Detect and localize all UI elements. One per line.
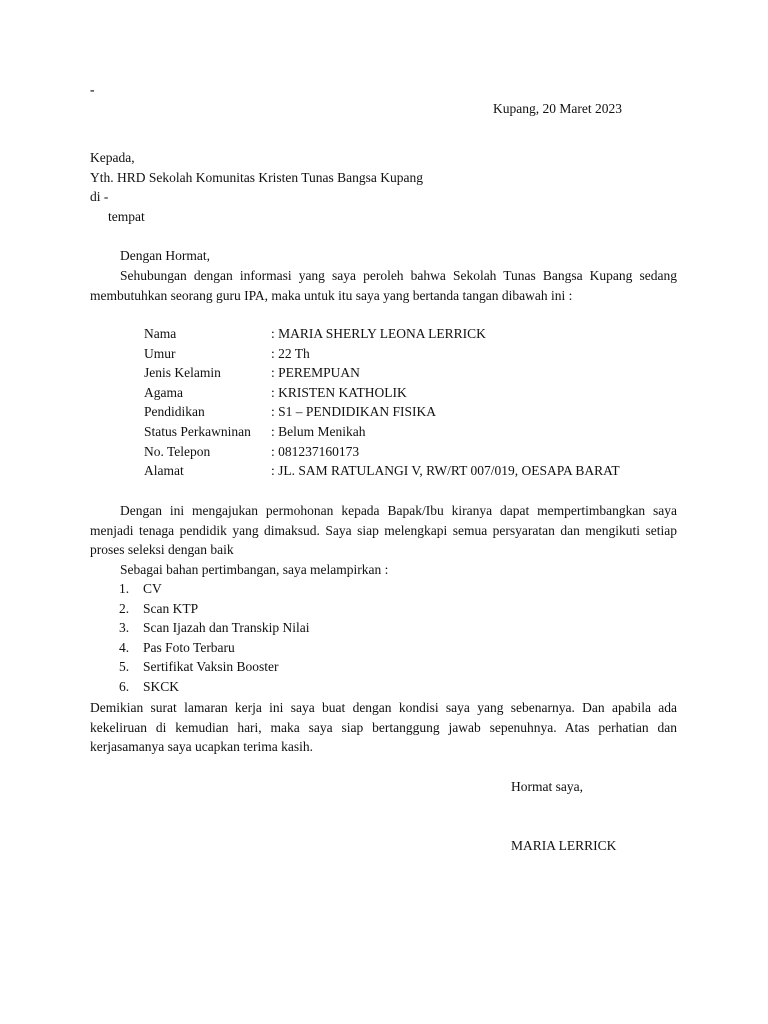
identity-value: : MARIA SHERLY LEONA LERRICK (271, 326, 486, 341)
list-item-text: SKCK (143, 678, 180, 694)
identity-label: Jenis Kelamin (144, 365, 221, 381)
list-item-number: 1. (119, 581, 130, 596)
identity-label: Pendidikan (144, 404, 205, 420)
list-item-text: Pas Foto Terbaru (143, 639, 235, 655)
identity-label: Status Perkawninan (144, 423, 251, 439)
list-item-text: Scan KTP (143, 600, 199, 616)
list-item (119, 618, 309, 638)
identity-row (144, 324, 620, 344)
recipient-location: tempat (108, 209, 145, 224)
identity-label: Agama (144, 384, 183, 400)
identity-value: : KRISTEN KATHOLIK (271, 384, 407, 400)
identity-value: : 22 Th (271, 345, 310, 361)
intro-paragraph: Sehubungan dengan informasi yang saya peroleh bahwa Sekolah Tunas Bangsa Kupang sedang membutuhkan seorang guru IPA, maka untuk itu saya yang bertanda tangan dibawah ini : (90, 268, 677, 303)
identity-value: : Belum Menikah (271, 423, 366, 439)
request-paragraph: Dengan ini mengajukan permohonan kepada Bapak/Ibu kiranya dapat mempertimbangkan saya menjadi tenaga pendidik yang dimaksud. Saya siap melengkapi semua persyaratan dan mengikuti setiap proses seleksi dengan baik (90, 503, 677, 558)
letter-date: Kupang, 20 Maret 2023 (493, 101, 622, 116)
list-item-number: 2. (119, 600, 130, 616)
list-item (119, 579, 309, 599)
identity-row (144, 363, 620, 383)
attachments-intro: Sebagai bahan pertimbangan, saya melampirkan : (120, 562, 389, 577)
list-item-number: 5. (119, 659, 130, 675)
list-item-text: Sertifikat Vaksin Booster (143, 659, 279, 675)
identity-row (144, 422, 620, 442)
identity-value: : 081237160173 (271, 443, 360, 459)
closing-paragraph: Demikian surat lamaran kerja ini saya buat dengan kondisi saya yang sebenarnya. Dan apabila ada kekeliruan di kemudian hari, maka saya siap bertanggung jawab sepenuhnya. Atas perhatian dan kerjasamanya saya ucapkan terima kasih. (90, 700, 677, 755)
identity-value: : JL. SAM RATULANGI V, RW/RT 007/019, OESAPA BARAT (271, 463, 620, 479)
attachments-list (119, 579, 309, 697)
list-item (119, 599, 309, 619)
list-item-text: CV (143, 581, 162, 596)
identity-label: Alamat (144, 463, 184, 479)
identity-value: : S1 – PENDIDIKAN FISIKA (271, 404, 437, 420)
identity-row (144, 442, 620, 462)
identity-label: Nama (144, 326, 177, 341)
list-item-number: 3. (119, 620, 130, 636)
list-item-number: 6. (119, 678, 130, 694)
identity-table (144, 324, 620, 481)
identity-label: No. Telepon (144, 443, 211, 459)
sign-off: Hormat saya, (511, 779, 583, 794)
identity-row (144, 402, 620, 422)
list-item-number: 4. (119, 639, 130, 655)
recipient-salutation: Kepada, (90, 150, 135, 165)
identity-row (144, 383, 620, 403)
greeting: Dengan Hormat, (120, 248, 210, 263)
list-item (119, 657, 309, 677)
identity-label: Umur (144, 345, 176, 361)
identity-row (144, 461, 620, 481)
recipient-name: Yth. HRD Sekolah Komunitas Kristen Tunas Bangsa Kupang (90, 170, 423, 185)
top-mark: - (90, 82, 95, 97)
recipient-location-prefix: di - (90, 189, 109, 204)
identity-row (144, 344, 620, 364)
list-item (119, 638, 309, 658)
identity-value: : PEREMPUAN (271, 365, 360, 381)
list-item-text: Scan Ijazah dan Transkip Nilai (143, 620, 310, 636)
list-item (119, 677, 309, 697)
signer-name: MARIA LERRICK (511, 838, 617, 853)
